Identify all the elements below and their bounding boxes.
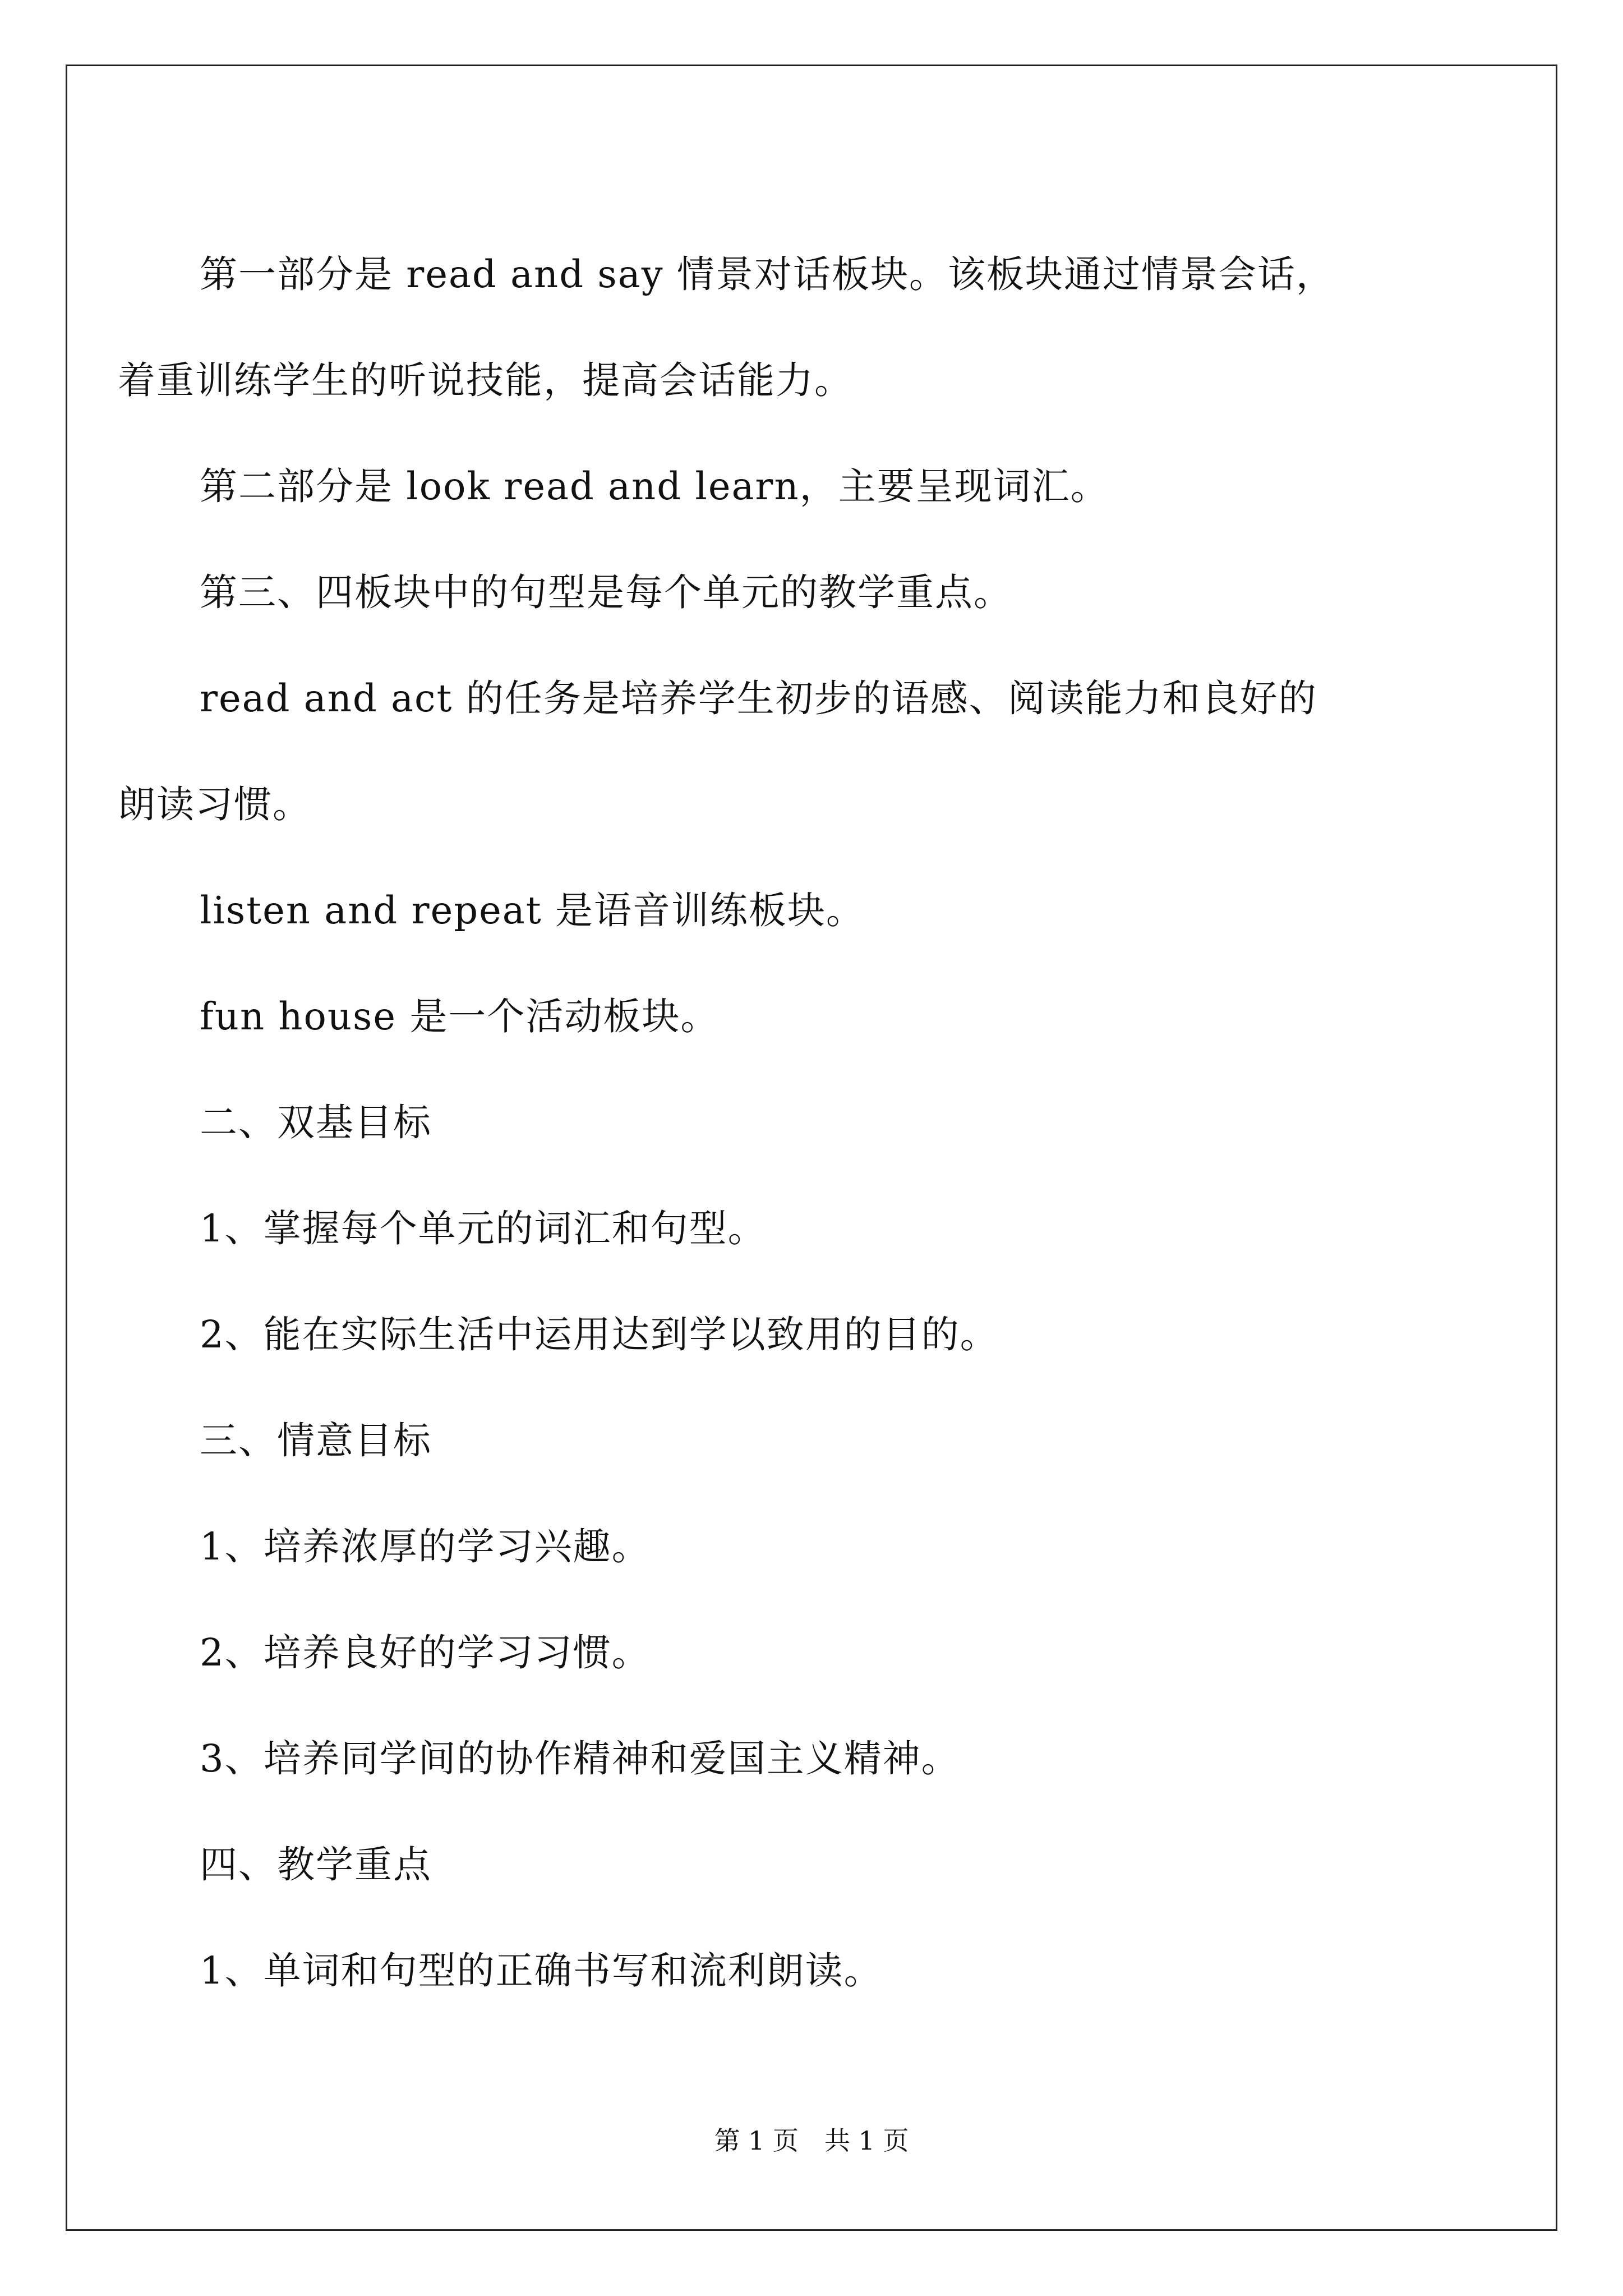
text-line: 三、情意目标 [200, 1419, 432, 1462]
paragraph [200, 434, 1467, 540]
text-line: listen and repeat 是语音训练板块。 [200, 889, 865, 932]
text-line: 着重训练学生的听说技能，提高会话能力。 [118, 358, 853, 402]
paragraph [118, 646, 1467, 858]
list-item [200, 1494, 1467, 1600]
text-line: 四、教学重点 [200, 1843, 432, 1887]
list-item [200, 1600, 1467, 1706]
section-heading [200, 1388, 1467, 1494]
document-body [118, 222, 1467, 2024]
list-item [200, 1176, 1467, 1282]
section-heading [200, 1812, 1467, 1918]
page-footer [0, 2120, 1623, 2157]
text-line: 第一部分是 read and say 情景对话板块。该板块通过情景会话， [200, 252, 1335, 296]
paragraph [118, 222, 1467, 434]
text-line: 3、培养同学间的协作精神和爱国主义精神。 [200, 1737, 960, 1780]
paragraph [200, 858, 1467, 964]
text-line: 1、单词和句型的正确书写和流利朗读。 [200, 1949, 883, 1993]
text-line: 2、培养良好的学习习惯。 [200, 1631, 651, 1674]
paragraph [200, 540, 1467, 646]
paragraph [200, 964, 1467, 1070]
list-item [200, 1706, 1467, 1812]
text-line: 第三、四板块中的句型是每个单元的教学重点。 [200, 570, 1012, 614]
page-number-label: 第 1 页 共 1 页 [714, 2125, 909, 2156]
text-line: 1、培养浓厚的学习兴趣。 [200, 1525, 651, 1568]
text-line: 第二部分是 look read and learn，主要呈现词汇。 [200, 464, 1109, 508]
text-line: 2、能在实际生活中运用达到学以致用的目的。 [200, 1313, 999, 1356]
list-item [200, 1918, 1467, 2024]
list-item [200, 1282, 1467, 1388]
text-line: fun house 是一个活动板块。 [200, 995, 720, 1038]
section-heading [200, 1070, 1467, 1176]
text-line: read and act 的任务是培养学生初步的语感、阅读能力和良好的 [200, 677, 1317, 720]
text-line: 二、双基目标 [200, 1101, 432, 1144]
text-line: 朗读习惯。 [118, 783, 311, 826]
text-line: 1、掌握每个单元的词汇和句型。 [200, 1207, 767, 1250]
